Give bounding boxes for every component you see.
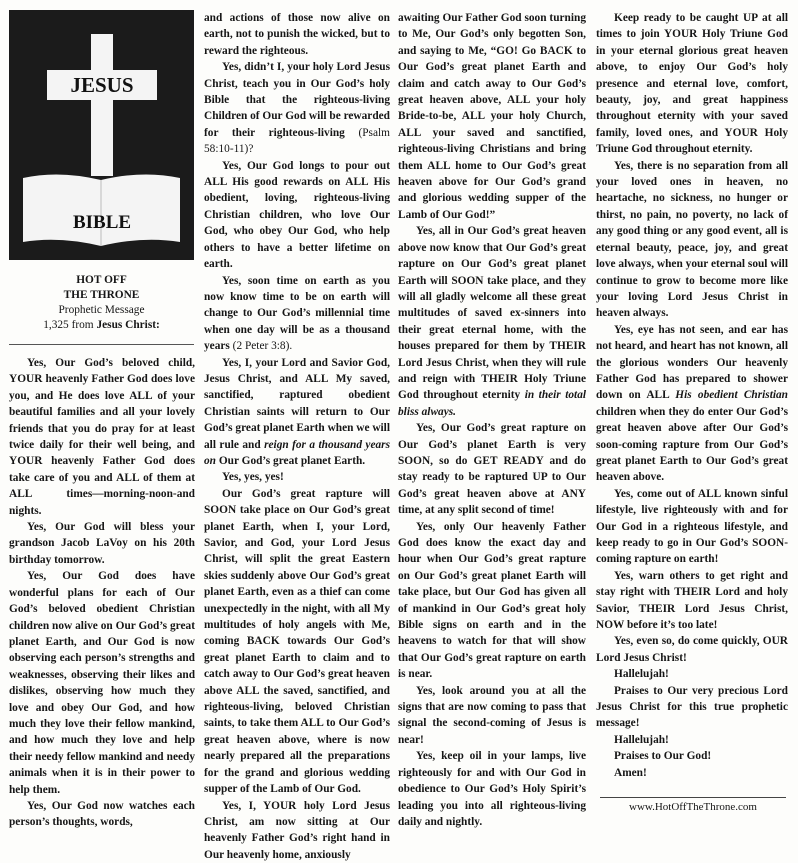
header-message-number: 1,325 from Jesus Christ: — [9, 318, 194, 333]
logo-top-word: JESUS — [70, 73, 133, 97]
paragraph: Keep ready to be caught UP at all times to join YOUR Holy Triune God in your eternal glorious great heaven above, to enjoy Our God’s holy presence and eternal love, comfort, beauty, joy, and great happiness throughout eternity with your saved family, loved ones, and YOUR Holy Triune God throughout eternity. — [596, 10, 788, 158]
paragraph: and actions of those now alive on earth, not to punish the wicked, but to reward the righteous. — [204, 10, 390, 59]
paragraph: Praises to Our God! — [596, 748, 788, 764]
column-2 — [204, 10, 390, 863]
paragraph: Yes, even so, do come quickly, OUR Lord Jesus Christ! — [596, 633, 788, 666]
paragraph: Yes, all in Our God’s great heaven above now know that Our God’s great rapture on Our God’s great planet Earth will SOON take place, and they will all gladly welcome all these great multitudes of saved ex-sinners into their great eternal home, with the houses prepared for them by THEIR Lord Jesus Christ, when they will rule and reign with THEIR Holy Triune God throughout eternity in their total bliss always. — [398, 223, 586, 420]
header-title-1: HOT OFF — [9, 273, 194, 288]
paragraph: Yes, look around you at all the signs that are now coming to pass that signal the second-coming of Jesus is near! — [398, 683, 586, 749]
paragraph: Hallelujah! — [596, 666, 788, 682]
paragraph: Yes, I, YOUR holy Lord Jesus Christ, am now sitting at Our heavenly Father God’s right hand in Our heavenly home, anxiously — [204, 798, 390, 863]
paragraph: Yes, Our God does have wonderful plans for each of Our God’s beloved obedient Christian children now alive on Our God’s great planet Earth, and Our God is now observing each person’s strengths and weaknesses, observing their likes and dislikes, observing how much they love and obey Our God, and how much they love their fellow mankind, and how much they love and help their needy fellow mankind and needy animals when it is in their power to help them. — [9, 568, 195, 798]
column-1 — [9, 355, 195, 831]
header-title-2: THE THRONE — [9, 288, 194, 303]
paragraph: Yes, come out of ALL known sinful lifestyle, live righteously with and for Our God in a righteous lifestyle, and keep ready to go in Our God’s SOON-coming rapture on earth! — [596, 486, 788, 568]
paragraph: Yes, Our God now watches each person’s thoughts, words, — [9, 798, 195, 831]
paragraph: Yes, Our God will bless your grandson Jacob LaVoy on his 20th birthday tomorrow. — [9, 519, 195, 568]
cross-bible-icon — [9, 10, 194, 260]
column-header — [9, 273, 194, 333]
column-3 — [398, 10, 586, 830]
paragraph: Yes, only Our heavenly Father God does know the exact day and hour when Our God’s great rapture on Our God’s great planet Earth will take place, but Our God has given all of mankind in Our God’s great holy Bible signs on earth and in the heavens to watch for that will show that Our God’s great rapture on earth is near. — [398, 519, 586, 683]
paragraph: Yes, Our God’s beloved child, YOUR heavenly Father God does love you, and He does love ALL of your beautiful families and all your lovely friends that you do pray for at least twice daily for their well being, and YOUR heavenly Father God does take care of you and ALL of them at ALL times—morning-noon-and nights. — [9, 355, 195, 519]
header-divider — [9, 344, 194, 345]
paragraph: Yes, eye has not seen, and ear has not heard, and heart has not known, all the glorious wonders Our heavenly Father God has prepared to shower down on ALL His obedient Christian children when they do enter Our God’s great heaven above after Our God’s soon-coming rapture from Our God’s great planet Earth to Our God’s great heaven above. — [596, 322, 788, 486]
paragraph: Yes, keep oil in your lamps, live righteously for and with Our God in obedience to Our God’s Holy Spirit’s leading you into all righteous-living daily and nightly. — [398, 748, 586, 830]
paragraph: Yes, didn’t I, your holy Lord Jesus Christ, teach you in Our God’s holy Bible that the righteous-living Children of Our God will be rewarded for their righteous-living (Psalm 58:10-11)? — [204, 59, 390, 157]
paragraph: Hallelujah! — [596, 732, 788, 748]
logo-bottom-word: BIBLE — [73, 212, 131, 233]
website-link[interactable]: www.HotOffTheThrone.com — [600, 797, 786, 813]
paragraph: Yes, yes, yes! — [204, 469, 390, 485]
paragraph: Yes, I, your Lord and Savior God, Jesus Christ, and ALL My saved, sanctified, raptured obedient Christian saints will return to Our God’s great planet Earth when we will all rule and reign for a thousand years on Our God’s great planet Earth. — [204, 355, 390, 470]
header-subtitle: Prophetic Message — [9, 303, 194, 318]
paragraph: Yes, there is no separation from all your loved ones in heaven, no heartache, no sickness, no hunger or thirst, no pain, no poverty, no lack of any good thing or any good event, all is eternal beauty, peace, joy, and great love always, when your eternal soul will continue to grow to become more like your loving Lord Jesus Christ in heaven always. — [596, 158, 788, 322]
paragraph: Our God’s great rapture will SOON take place on Our God’s great planet Earth, when I, your Lord, Savior, and God, your Lord Jesus Christ, will split the great Eastern skies suddenly above Our God’s great planet Earth, even as a thief can come unexpectedly in the night, with all My multitudes of holy angels with Me, coming BACK towards Our God’s great planet Earth to claim and to catch away to Our God’s great heaven above ALL the saved, sanctified, and righteous-living, beloved Christian saints, to take them ALL to Our God’s great heaven above, where is now nearly prepared all the preparations for the grand and glorious wedding supper of the Lamb of Our God. — [204, 486, 390, 798]
paragraph: Praises to Our very precious Lord Jesus Christ for this true prophetic message! — [596, 683, 788, 732]
paragraph: Yes, soon time on earth as you now know time to be on earth will change to Our God’s millennial time when one day will be as a thousand years (2 Peter 3:8). — [204, 273, 390, 355]
column-4 — [596, 10, 788, 781]
paragraph: Yes, warn others to get right and stay right with THEIR Lord and holy Savior, THEIR Lord Jesus Christ, NOW before it’s too late! — [596, 568, 788, 634]
paragraph: awaiting Our Father God soon turning to Me, Our God’s only begotten Son, and saying to Me, “GO! Go BACK to Our God’s great planet Earth and claim and catch away to Our God’s great heaven above, ALL your holy Bride-to-be, ALL your holy Church, ALL your saved and sanctified, righteous-living Christians and bring them ALL home to Our God’s great heaven above for Our God’s grand and glorious wedding supper of the Lamb of Our God!” — [398, 10, 586, 223]
paragraph: Yes, Our God’s great rapture on Our God’s planet Earth is very SOON, so do GET READY and do stay ready to be raptured UP to Our God’s great heaven above at ANY time, at any split second of time! — [398, 420, 586, 518]
paragraph: Amen! — [596, 765, 788, 781]
jesus-bible-logo — [9, 10, 194, 260]
paragraph: Yes, Our God longs to pour out ALL His good rewards on ALL His obedient, loving, righteous-living Christian children, who love Our God, who obey Our God, who help others to have a better lifetime on earth. — [204, 158, 390, 273]
